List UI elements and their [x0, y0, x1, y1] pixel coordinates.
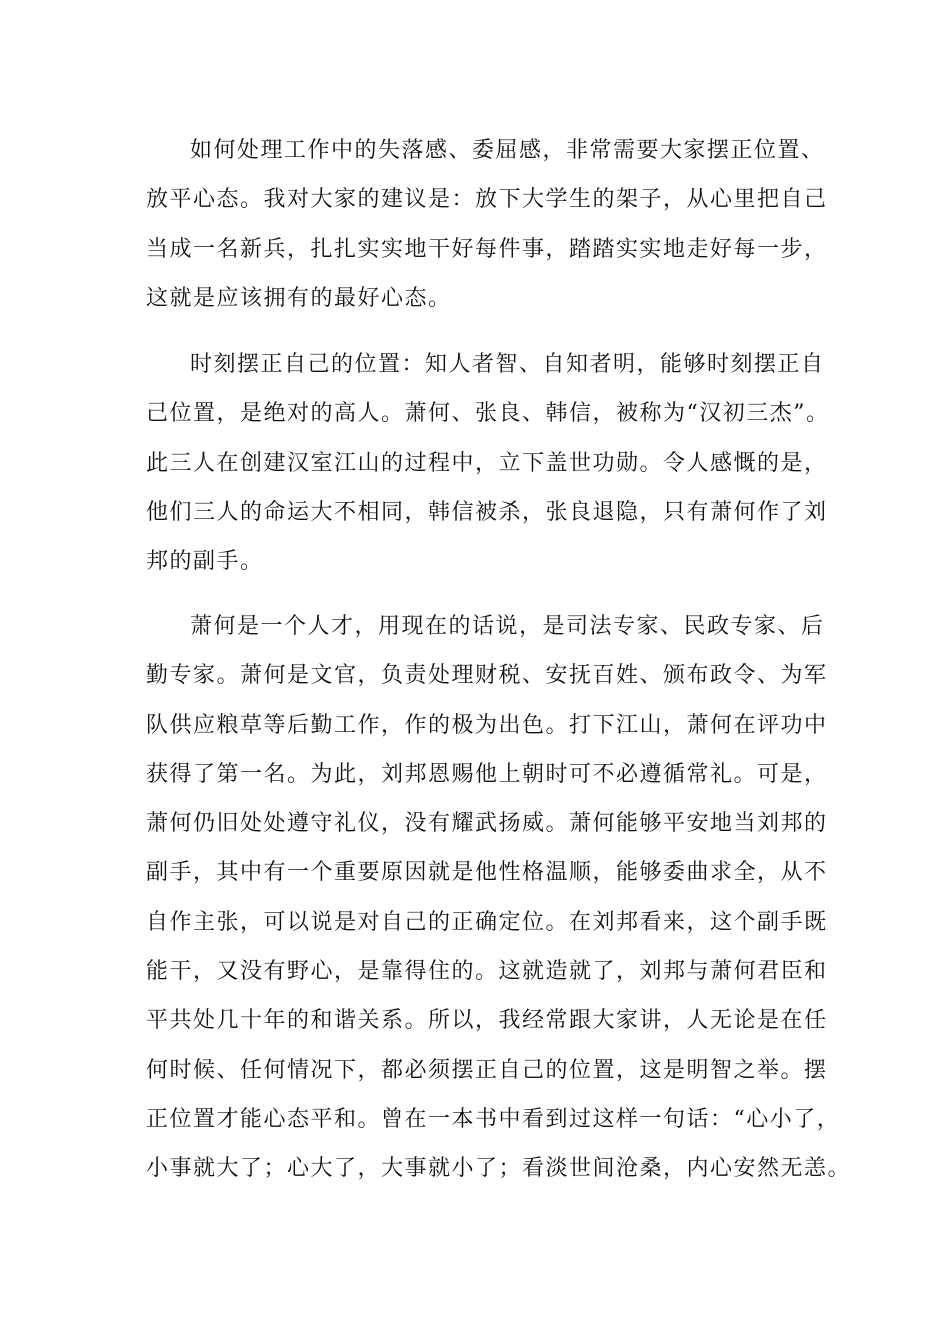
text-line: 己位置，是绝对的高人。萧何、张良、韩信，被称为“汉初三杰”。 — [146, 401, 830, 426]
text-line: 邦的副手。 — [146, 549, 264, 574]
text-line: 萧何是一个人才，用现在的话说，是司法专家、民政专家、后 — [190, 614, 825, 639]
text-line: 放平心态。我对大家的建议是：放下大学生的架子，从心里把自己 — [146, 187, 828, 212]
text-line: 队供应粮草等后勤工作，作的极为出色。打下江山，萧何在评功中 — [146, 713, 828, 738]
text-line: 勤专家。萧何是文官，负责处理财税、安抚百姓、颁布政令、为军 — [146, 663, 828, 688]
text-line: 当成一名新兵，扎扎实实地干好每件事，踏踏实实地走好每一步， — [146, 237, 828, 262]
text-line: 获得了第一名。为此，刘邦恩赐他上朝时可不必遵循常礼。可是， — [146, 762, 828, 787]
text-line: 小事就大了；心大了，大事就小了；看淡世间沧桑，内心安然无恙。 — [146, 1156, 852, 1181]
text-line: 此三人在创建汉室江山的过程中，立下盖世功勋。令人感慨的是， — [146, 451, 828, 476]
text-line: 平共处几十年的和谐关系。所以，我经常跟大家讲，人无论是在任 — [146, 1008, 828, 1033]
text-line: 正位置才能心态平和。曾在一本书中看到过这样一句话：“心小了， — [146, 1107, 841, 1132]
text-line: 副手，其中有一个重要原因就是他性格温顺，能够委曲求全，从不 — [146, 860, 828, 885]
text-line: 自作主张，可以说是对自己的正确定位。在刘邦看来，这个副手既 — [146, 910, 828, 935]
text-line: 这就是应该拥有的最好心态。 — [146, 286, 452, 311]
text-line: 萧何仍旧处处遵守礼仪，没有耀武扬威。萧何能够平安地当刘邦的 — [146, 811, 828, 836]
text-line: 时刻摆正自己的位置：知人者智、自知者明，能够时刻摆正自 — [190, 352, 825, 377]
text-line: 他们三人的命运大不相同，韩信被杀，张良退隐，只有萧何作了刘 — [146, 500, 828, 525]
text-line: 如何处理工作中的失落感、委屈感，非常需要大家摆正位置、 — [190, 138, 825, 163]
text-line: 能干，又没有野心，是靠得住的。这就造就了，刘邦与萧何君臣和 — [146, 959, 828, 984]
text-line: 何时候、任何情况下，都必须摆正自己的位置，这是明智之举。摆 — [146, 1058, 828, 1083]
